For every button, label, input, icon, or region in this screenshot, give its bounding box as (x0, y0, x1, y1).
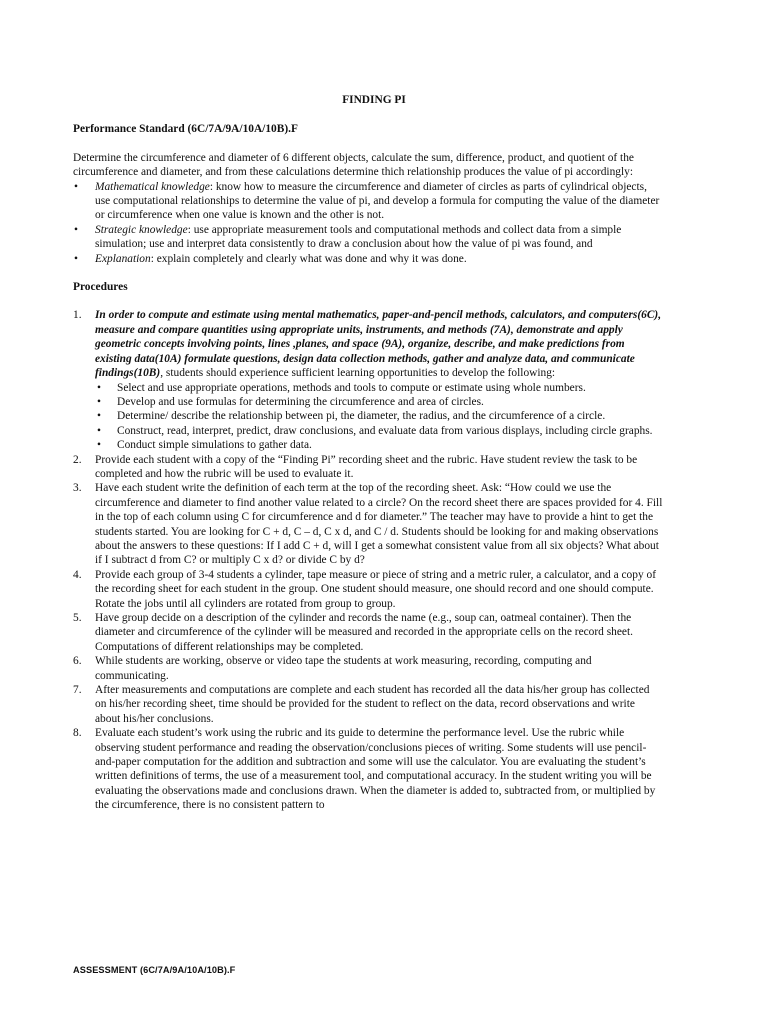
sub-bullet-item: • Determine/ describe the relationship between pi, the diameter, the radius, and the circumference of a circle. (95, 409, 663, 423)
document-body (73, 93, 663, 813)
page-footer: ASSESSMENT (6C/7A/9A/10A/10B).F (73, 965, 236, 975)
sub-bullet-item: • Develop and use formulas for determining the circumference and area of circles. (95, 395, 663, 409)
procedure-item: 4. Provide each group of 3-4 students a cylinder, tape measure or piece of string and a metric ruler, a calculator, and a copy of the recording sheet for each student in the group. One student should measure, one should record and one should compute. Rotate the jobs until all cylinders are rotated from group to group. (73, 568, 656, 610)
sub-bullet-item: • Construct, read, interpret, predict, draw conclusions, and evaluate data from various displays, including circle graphs. (95, 424, 663, 438)
standard-heading: Performance Standard (6C/7A/9A/10A/10B).F (73, 123, 298, 136)
procedure-item: 3. Have each student write the definition of each term at the top of the recording sheet. Ask: “How could we use the circumference and diameter to find another value related to a circle? On the record sheet there are spaces provided for 4. Fill in the top of each column using C for circumference and d for diameter.” The teacher may have to provide a hint to get the students started. You are looking for C + d, C – d, C x d, and C / d. Students should be looking for and making observations about the answers to these questions: If I add C + d, will I get a somewhat consistent value from all six objects? What about if I subtract d from C? or multiply C x d? or divide C by d? (73, 482, 663, 567)
procedure-item: 5. Have group decide on a description of the cylinder and records the name (e.g., soup can, oatmeal container). Then the diameter and circumference of the cylinder will be measured and recorded in the appropriate cells on the record sheet. Computations of different relationships may be completed. (73, 612, 633, 653)
procedure-item: 6. While students are working, observe or video tape the students at work measuring, recording, computing and communicating. (73, 655, 592, 682)
page-title: FINDING PI (342, 94, 406, 106)
bullet-item: • Mathematical knowledge: know how to measure the circumference and diameter of circles as parts of cylindrical objects, use computational relationships to determine the value of pi, and develop a formula for computing the value of the diameter or circumference when one value is known and the other is not. (73, 180, 663, 223)
procedure-item: 8. Evaluate each student’s work using the rubric and its guide to determine the performance level. Use the rubric while observing student performance and reading the observation/conclusions pieces of writing. Some students will use pencil-and-paper computation for the addition and subtraction and some will use the calculator. You are evaluating the student’s written definitions of terms, the use of a measurement tool, and computational accuracy. In the student writing you will be evaluating the observations made and conclusions drawn. When the diameter is added to, subtracted from, or multiplied by the circumference, there is no consistent pattern to (73, 727, 656, 812)
procedures-heading: Procedures (73, 281, 128, 294)
intro-paragraph: Determine the circumference and diameter of 6 different objects, calculate the sum, difference, product, and quotient of the circumference and diameter, and from these calculations determine thich relationship produces the value of pi accordingly: (73, 151, 634, 179)
procedure-item: 2. Provide each student with a copy of the “Finding Pi” recording sheet and the rubric. Have student review the task to be completed and how the rubric will be used to evaluate it. (73, 453, 638, 480)
bullet-item: • Strategic knowledge: use appropriate measurement tools and computational methods and collect data from a simple simulation; use and interpret data consistently to draw a conclusion about how the value of pi was found, and (73, 223, 663, 252)
sub-bullet-item: • Conduct simple simulations to gather data. (95, 438, 663, 452)
procedure-item: 1. In order to compute and estimate using mental mathematics, paper-and-pencil methods, calculators, and computers(6C), measure and compare quantities using appropriate units, instruments, and methods (7A), demonstrate and apply geometric concepts involving points, lines ,planes, and space (9A), organize, describe, and make predictions from existing data(10A) formulate questions, design data collection methods, gather and analyze data, and communicate findings(10B), students should experience sufficient learning opportunities to develop the following: • Select and use appropriate operations, methods and tools to compute or estimate using whole numbers. • Develop and use formulas for determining the circumference and area of circles. • Determine/ describe the relationship between pi, the diameter, the radius, and the circumference of a circle. • Construct, read, interpret, predict, draw conclusions, and evaluate data from various displays, including circle graphs. • Conduct simple simulations to gather data. (73, 308, 663, 452)
sub-bullet-item: • Select and use appropriate operations, methods and tools to compute or estimate using whole numbers. (95, 381, 663, 395)
procedure-item: 7. After measurements and computations are complete and each student has recorded all the data his/her group has collected on his/her recording sheet, time should be provided for the student to reflect on the data, record observations and write about his/her conclusions. (73, 684, 650, 725)
bullet-item: • Explanation: explain completely and clearly what was done and why it was done. (73, 252, 663, 266)
